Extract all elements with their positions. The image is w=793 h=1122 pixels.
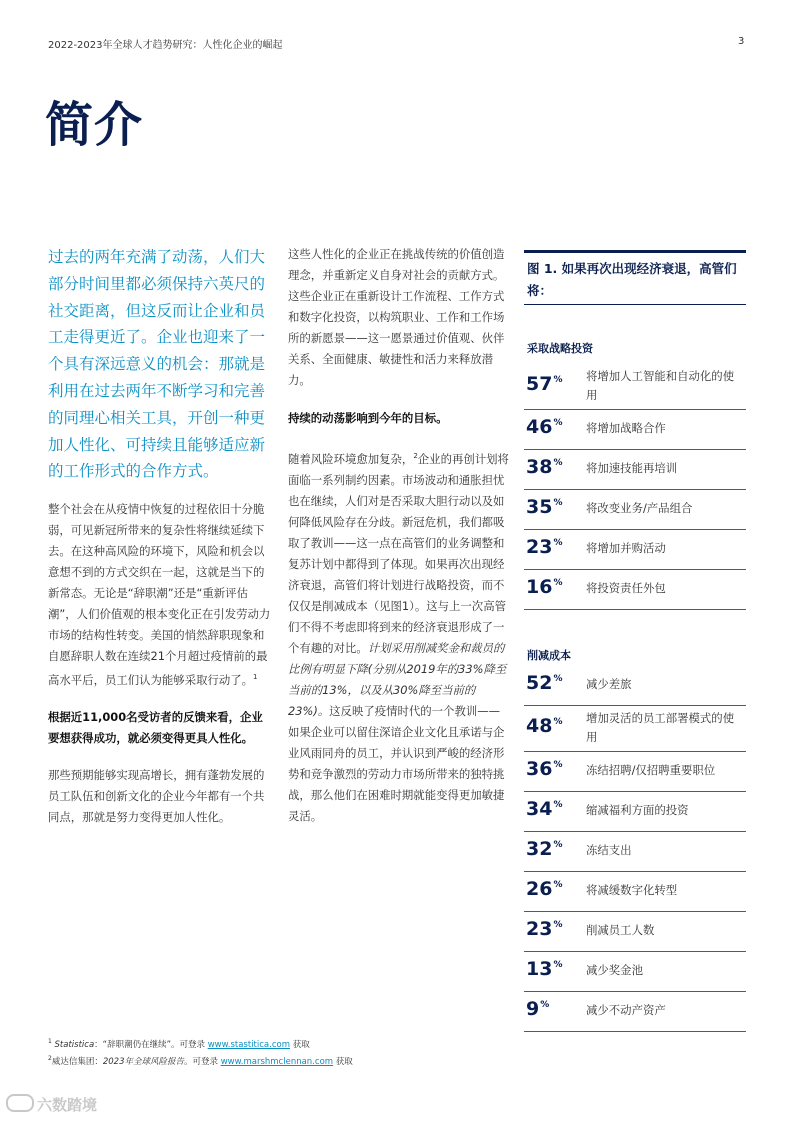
figure-row [524,991,746,1032]
figure-row-label: 冻结招聘/仅招聘重要职位 [586,763,716,777]
body-paragraph: 随着风险环境愈加复杂，$^2$企业的再创计划将面临一系列制约因素。市场波动和通胀担忧也在继续，人们对是否采取大胆行动以及如何降低风险存在分歧。新冠危机，我们都吸取了教训——这一点在高管们的业务调整和复苏计划中都得到了体现。如果再次出现经济衰退，高管们将计划进行战略投资，而不仅仅是削减成本（见图1）。这与上一次高管们不得不考虑即将到来的经济衰退形成了一个有趣的对比。计划采用削减奖金和裁员的比例有明显下降(分别从2019年的33%降至当前的13%，以及从30%降至当前的23%)。这反映了疫情时代的一个教训——如果企业可以留住深谙企业文化且承诺与企业风雨同舟的员工，并认识到严峻的经济形势和竞争激烈的劳动力市场所带来的独特挑战，那么他们在困难时期就能变得更加敏捷灵活。 [288,451,509,823]
lead-paragraph: 过去的两年充满了动荡，人们大部分时间里都必须保持六英尺的社交距离，但这反而让企业和员工走得更近了。企业也迎来了一个具有深远意义的机会：那就是利用在过去两年不断学习和完善的同理心相关工具，开创一种更加人性化、可持续且能够适应新的工作形式的合作方式。 [48,248,266,481]
figure-row-label: 将增加并购活动 [586,541,666,555]
figure-row-label: 将增加人工智能和自动化的使用 [586,369,735,402]
figure-row [524,569,746,610]
figure-row-label: 将加速技能再培训 [586,461,678,475]
figure-row-label: 将增加战略合作 [586,421,666,435]
body-paragraph: 整个社会在从疫情中恢复的过程依旧十分脆弱，可见新冠所带来的复杂性将继续延续下去。在这种高风险的环境下，风险和机会以意想不到的方式交织在一起，这就是当下的新常态。无论是“辞职潮”还是“重新评估潮”，人们价值观的根本变化正在引发劳动力市场的结构性转变。美国的悄然辞职现象和自愿辞职人数在连续21个月超过疫情前的最高水平后，员工们认为能够采取行动了。$^1$ [48,502,271,687]
figure-row [524,871,746,912]
bold-paragraph: 根据近11,000名受访者的反馈来看，企业要想获得成功，就必须变得更具人性化。 [48,709,263,745]
figure-row [524,831,746,872]
footnote-link[interactable]: www.marshmclennan.com [220,1056,334,1067]
figure-row [524,489,746,530]
footnotes [48,1035,353,1069]
figure-row-percent: 13% [526,958,563,980]
figure-section-invest: 采取战略投资 [527,342,593,355]
figure-row-percent: 26% [526,878,563,900]
figure-row-percent: 52% [526,672,563,694]
watermark-logo-icon [6,1094,34,1112]
figure-row-label: 减少差旅 [586,677,632,691]
figure-row-percent: 57% [526,373,563,395]
running-header: 2022-2023年全球人才趋势研究：人性化企业的崛起 [48,40,283,51]
figure-row-label: 将投资责任外包 [586,581,666,595]
column-middle [288,244,510,827]
figure-row-percent: 16% [526,576,563,598]
footnote-1: $^1$ Statistica：“辞职潮仍在继续”。可登录 www.stastitica.com 获取 [48,1038,310,1050]
column-left [48,244,273,828]
figure-row-percent: 46% [526,416,563,438]
figure-row-percent: 38% [526,456,563,478]
figure-row [524,449,746,490]
body-paragraph: 那些预期能够实现高增长，拥有蓬勃发展的员工队伍和创新文化的企业今年都有一个共同点，那就是努力变得更加人性化。 [48,767,265,824]
figure-row-label: 削减员工人数 [586,923,655,937]
footnote-link[interactable]: www.stastitica.com [207,1039,290,1050]
figure-row-percent: 9% [526,998,550,1020]
footnote-2: $^2$威达信集团：2023年全球风险报告。可登录 www.marshmclennan.com 获取 [48,1054,353,1067]
figure-row-label: 减少不动产资产 [586,1003,666,1017]
figure-row-label: 减少奖金池 [586,963,643,977]
footnote-ref: 2 [413,452,418,460]
figure-top-rule [524,250,746,253]
figure-row [524,791,746,832]
figure-row [524,951,746,992]
figure-row-percent: 23% [526,536,563,558]
section-heading: 持续的动荡影响到今年的目标。 [288,411,448,425]
figure-row [524,665,746,706]
figure-row-label: 增加灵活的员工部署模式的使用 [586,711,735,744]
figure-row-percent: 23% [526,918,563,940]
page-title: 简介 [45,97,144,153]
footnote-ref: 1 [253,673,258,682]
page-number: 3 [738,36,745,47]
figure-section-cut: 削减成本 [527,649,571,662]
figure-row [524,705,746,752]
figure-row-percent: 48% [526,715,563,737]
figure-row-label: 将改变业务/产品组合 [586,501,693,515]
figure-title-rule [524,304,746,305]
figure-row-percent: 32% [526,838,563,860]
figure-row [524,751,746,792]
figure-row-percent: 36% [526,758,563,780]
figure-row [524,363,746,410]
figure-title: 图 1. 如果再次出现经济衰退，高管们将： [527,261,737,298]
body-paragraph: 这些人性化的企业正在挑战传统的价值创造理念，并重新定义自身对社会的贡献方式。这些企业正在重新设计工作流程、工作方式和数字化投资，以构筑职业、工作和工作场所的新愿景——这一愿景通过价值观、伙伴关系、全面健康、敏捷性和活力来释放潜力。 [288,247,505,387]
watermark: 六数踏境 [6,1094,97,1115]
figure-row-label: 缩减福利方面的投资 [586,803,689,817]
figure-row-percent: 34% [526,798,563,820]
figure-row-label: 冻结支出 [586,843,632,857]
figure-row [524,911,746,952]
figure-row [524,529,746,570]
figure-row-label: 将减缓数字化转型 [586,883,678,897]
figure-row-percent: 35% [526,496,563,518]
figure-row [524,409,746,450]
